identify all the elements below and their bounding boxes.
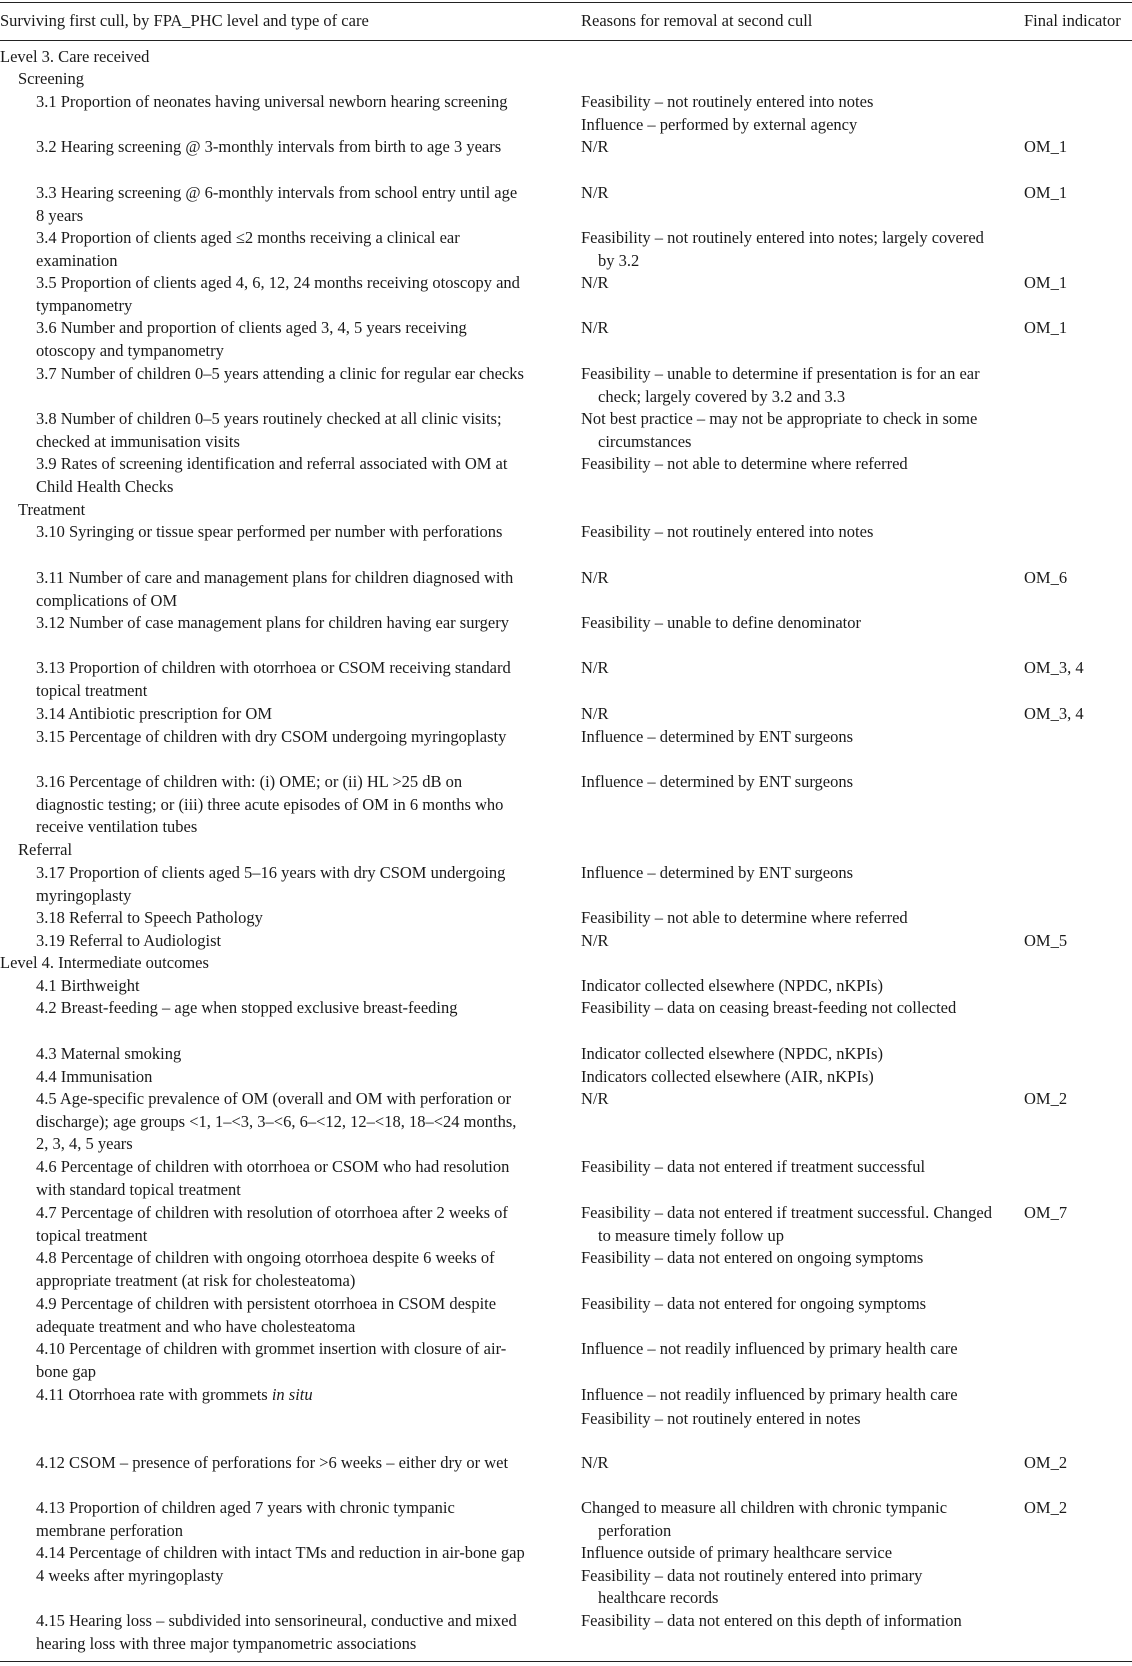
reason-cell: N/R [581, 137, 609, 156]
final-indicator-cell: OM_1 [1024, 183, 1068, 202]
indicator-cell: 3.13 Proportion of children with otorrhoea or CSOM receiving standard topical treatment [36, 658, 511, 700]
reason-cell: Feasibility – data not entered on this depth of information [581, 1611, 962, 1630]
indicator-cell: 3.3 Hearing screening @ 6-monthly intervals from school entry until age 8 years [36, 183, 518, 225]
indicator-cell: 3.14 Antibiotic prescription for OM [36, 704, 273, 723]
header-col3: Final indicator [1024, 11, 1121, 30]
reason-line: Influence – not readily influenced by primary health care [581, 1385, 958, 1404]
final-indicator-cell: OM_6 [1024, 568, 1068, 587]
indicator-cell: 4.4 Immunisation [36, 1067, 153, 1086]
reason-cell: N/R [581, 1453, 609, 1472]
indicator-cell: 4.3 Maternal smoking [36, 1044, 182, 1063]
indicator-cell: 3.11 Number of care and management plans for children diagnosed with complications of OM [36, 568, 514, 610]
final-indicator-cell: OM_2 [1024, 1498, 1068, 1517]
indicator-cell: 3.2 Hearing screening @ 3-monthly intervals from birth to age 3 years [36, 137, 502, 156]
reason-line: Influence outside of primary healthcare service [581, 1543, 893, 1562]
indicator-cell: 4.12 CSOM – presence of perforations for >6 weeks – either dry or wet [36, 1453, 509, 1472]
indicator-cell: 3.12 Number of case management plans for children having ear surgery [36, 613, 509, 632]
reason-line: Feasibility – data not routinely entered into primary healthcare records [581, 1565, 923, 1607]
reason-line: Feasibility – not routinely entered in notes [581, 1408, 861, 1428]
reason-cell: Feasibility – data on ceasing breast-feeding not collected [581, 998, 957, 1017]
indicator-cell: 3.17 Proportion of clients aged 5–16 years with dry CSOM undergoing myringoplasty [36, 863, 506, 905]
indicator-cell: 3.18 Referral to Speech Pathology [36, 908, 263, 927]
final-indicator-cell: OM_3, 4 [1024, 658, 1084, 677]
reason-cell: Indicators collected elsewhere (AIR, nKPIs) [581, 1067, 874, 1086]
reason-cell: N/R [581, 183, 609, 202]
reason-cell [581, 1542, 981, 1610]
top-rule [0, 2, 1132, 3]
reason-cell: Feasibility – data not entered for ongoing symptoms [581, 1294, 927, 1313]
final-indicator-cell: OM_2 [1024, 1089, 1068, 1108]
indicator-cell: 3.5 Proportion of clients aged 4, 6, 12, 24 months receiving otoscopy and tympanometry [36, 273, 520, 315]
indicator-cell: 3.19 Referral to Audiologist [36, 931, 222, 950]
reason-cell: Indicator collected elsewhere (NPDC, nKPIs) [581, 1044, 883, 1063]
reason-cell: Feasibility – unable to define denominator [581, 613, 861, 632]
indicator-cell: 4.2 Breast-feeding – age when stopped exclusive breast-feeding [36, 998, 458, 1017]
reason-cell: N/R [581, 704, 609, 723]
indicator-cell: 4.7 Percentage of children with resolution of otorrhoea after 2 weeks of topical treatment [36, 1203, 508, 1245]
header-col1: Surviving first cull, by FPA_PHC level and type of care [0, 11, 369, 30]
indicator-cell: 4.1 Birthweight [36, 976, 140, 995]
indicator-cell: 4.14 Percentage of children with intact TMs and reduction in air-bone gap 4 weeks after myringoplasty [36, 1543, 525, 1585]
indicator-cell: 3.6 Number and proportion of clients aged 3, 4, 5 years receiving otoscopy and tympanometry [36, 318, 467, 360]
reason-cell: N/R [581, 568, 609, 587]
final-indicator-cell: OM_1 [1024, 318, 1068, 337]
indicator-cell: 3.10 Syringing or tissue spear performed per number with perforations [36, 522, 503, 541]
indicator-cell: 4.9 Percentage of children with persistent otorrhoea in CSOM despite adequate treatment and who have cholesteatoma [36, 1294, 497, 1336]
reason-cell: N/R [581, 931, 609, 950]
final-indicator-cell: OM_7 [1024, 1203, 1068, 1222]
table-page: Surviving first cull, by FPA_PHC level and type of care Reasons for removal at second cull Final indicator Level 3. Care received Screening 3.1 Proportion of neonates having universal newborn hearing screening Feasibility – not routinely entered into notes Influence – performed by external agency 3.2 Hearing screening @ 3-monthly intervals from birth to age 3 years N/R OM_1 3.3 Hearing screening @ 6-monthly intervals from school entry until age 8 years N/R OM_1 3.4 Proportion of clients aged ≤2 months receiving a clinical ear examination Feasibility – not routinely entered into notes; largely covered by 3.2 3.5 Proportion of clients aged 4, 6, 12, 24 months receiving otoscopy and tympanometry N/R OM_1 3.6 Number and proportion of clients aged 3, 4, 5 years receiving otoscopy and tympanometry N/R OM_1 3.7 Number of children 0–5 years attending a clinic for regular ear checks Feasibility – unable to determine if presentation is for an ear check; largely covered by 3.2 and 3.3 3.8 Number of children 0–5 years routinely checked at all clinic visits; checked at immunisation visits Not best practice – may not be appropriate to check in some circumstances 3.9 Rates of screening identification and referral associated with OM at Child Health Checks Feasibility – not able to determine where referred Treatment 3.10 Syringing or tissue spear performed per number with perforations Feasibility – not routinely entered into notes 3.11 Number of care and management plans for children diagnosed with complications of OM N/R OM_6 3.12 Number of case management plans for children having ear surgery Feasibility – unable to define denominator 3.13 Proportion of children with otorrhoea or CSOM receiving standard topical treatment N/R OM_3, 4 3.14 Antibiotic prescription for OM N/R OM_3, 4 3.15 Percentage of children with dry CSOM undergoing myringoplasty Influence – determined by ENT surgeons 3.16 Percentage of children with: (i) OME; or (ii) HL >25 dB on diagnostic testing; or (iii) three acute episodes of OM in 6 months who receive ventilation tubes Influence – determined by ENT surgeons Referral 3.17 Proportion of clients aged 5–16 years with dry CSOM undergoing myringoplasty Influence – determined by ENT surgeons 3.18 Referral to Speech Pathology Feasibility – not able to determine where referred 3.19 Referral to Audiologist N/R OM_5 Level 4. Intermediate outcomes 4.1 Birthweight Indicator collected elsewhere (NPDC, nKPIs) 4.2 Breast-feeding – age when stopped exclusive breast-feeding Feasibility – data on ceasing breast-feeding not collected 4.3 Maternal smoking Indicator collected elsewhere (NPDC, nKPIs) 4.4 Immunisation Indicators collected elsewhere (AIR, nKPIs) 4.5 Age-specific prevalence of OM (overall and OM with perforation or discharge); age groups <1, 1–<3, 3–<6, 6–<12, 12–<18, 18–<24 months, 2, 3, 4, 5 years N/R OM_2 4.6 Percentage of children with otorrhoea or CSOM who had resolution with standard topical treatment Feasibility – data not entered if treatment successful 4.7 Percentage of children with resolution of otorrhoea after 2 weeks of topical treatment Feasibility – data not entered if treatment successful. Changed to measure timely follow up OM_7 4.8 Percentage of children with ongoing otorrhoea despite 6 weeks of appropriate treatment (at risk for cholesteatoma) Feasibility – data not entered on ongoing symptoms 4.9 Percentage of children with persistent otorrhoea in CSOM despite adequate treatment and who have cholesteatoma Feasibility – data not entered for ongoing symptoms 4.10 Percentage of children with grommet insertion with closure of air-bone gap Influence – not readily influenced by primary health care 4.11 Otorrhoea rate with grommets in situ Influence – not readily influenced by primary health care Feasibility – not routinely entered in notes 4.12 CSOM – presence of perforations for >6 weeks – either dry or wet N/R OM_2 4.13 Proportion of children aged 7 years with chronic tympanic membrane perforation Changed to measure all children with chronic tympanic perforation OM_2 4.14 Percentage of children with intact TMs and reduction in air-bone gap 4 weeks after myringoplasty Influence outside of primary healthcare service Feasibility – data not routinely entered into primary healthcare records 4.15 Hearing loss – subdivided into sensorineural, conductive and mixed hearing loss with three major tympanometric associations Feasibility – data not entered on this depth of information [0, 0, 1132, 1666]
reason-cell: Feasibility – not able to determine where referred [581, 908, 908, 927]
reason-cell: Influence – determined by ENT surgeons [581, 772, 854, 791]
reason-cell: Feasibility – not routinely entered into notes [581, 522, 874, 541]
reason-cell: Feasibility – data not entered if treatment successful [581, 1157, 926, 1176]
reason-cell: Feasibility – data not entered if treatment successful. Changed to measure timely follow up [581, 1203, 993, 1245]
indicator-cell: 4.10 Percentage of children with grommet insertion with closure of air-bone gap [36, 1339, 507, 1381]
bottom-rule [0, 1661, 1132, 1662]
reason-cell: Feasibility – not routinely entered into notes; largely covered by 3.2 [581, 228, 984, 270]
header-rule [0, 40, 1132, 41]
final-indicator-cell: OM_2 [1024, 1453, 1068, 1472]
reason-cell: Changed to measure all children with chronic tympanic perforation [581, 1498, 948, 1540]
reason-cell: Feasibility – unable to determine if presentation is for an ear check; largely covered by 3.2 and 3.3 [581, 364, 980, 406]
reason-cell: N/R [581, 273, 609, 292]
header-col2: Reasons for removal at second cull [581, 11, 813, 30]
indicator-cell: 4.11 Otorrhoea rate with grommets in situ [36, 1385, 313, 1404]
indicator-cell: 4.15 Hearing loss – subdivided into sensorineural, conductive and mixed hearing loss with three major tympanometric associations [36, 1611, 517, 1653]
reason-cell: Influence – not readily influenced by primary health care [581, 1339, 958, 1358]
reason-cell [581, 1384, 981, 1430]
reason-cell: Influence – determined by ENT surgeons [581, 863, 854, 882]
reason-cell: Feasibility – not routinely entered into notes Influence – performed by external agency [581, 92, 874, 134]
reason-cell: Feasibility – not able to determine where referred [581, 454, 908, 473]
indicator-cell: 3.8 Number of children 0–5 years routinely checked at all clinic visits; checked at immunisation visits [36, 409, 502, 451]
reason-cell: N/R [581, 1089, 609, 1108]
indicator-cell: 3.4 Proportion of clients aged ≤2 months receiving a clinical ear examination [36, 228, 460, 270]
indicator-cell: 3.15 Percentage of children with dry CSOM undergoing myringoplasty [36, 727, 507, 746]
indicator-cell: 4.13 Proportion of children aged 7 years with chronic tympanic membrane perforation [36, 1498, 455, 1540]
reason-cell: Influence – determined by ENT surgeons [581, 727, 854, 746]
indicator-cell: 3.9 Rates of screening identification and referral associated with OM at Child Health Checks [36, 454, 508, 496]
indicator-cell: 4.6 Percentage of children with otorrhoea or CSOM who had resolution with standard topical treatment [36, 1157, 510, 1199]
reason-cell: Feasibility – data not entered on ongoing symptoms [581, 1248, 924, 1267]
indicator-cell: 3.1 Proportion of neonates having universal newborn hearing screening [36, 92, 508, 111]
final-indicator-cell: OM_1 [1024, 273, 1068, 292]
indicator-cell: 4.8 Percentage of children with ongoing otorrhoea despite 6 weeks of appropriate treatment (at risk for cholesteatoma) [36, 1248, 495, 1290]
final-indicator-cell: OM_5 [1024, 931, 1068, 950]
reason-cell: Indicator collected elsewhere (NPDC, nKPIs) [581, 976, 883, 995]
reason-cell: Not best practice – may not be appropriate to check in some circumstances [581, 409, 978, 451]
reason-cell: N/R [581, 318, 609, 337]
reason-cell: N/R [581, 658, 609, 677]
final-indicator-cell: OM_1 [1024, 137, 1068, 156]
indicator-cell: 3.16 Percentage of children with: (i) OME; or (ii) HL >25 dB on diagnostic testing; or (iii) three acute episodes of OM in 6 months who receive ventilation tubes [36, 772, 504, 836]
final-indicator-cell: OM_3, 4 [1024, 704, 1084, 723]
indicator-cell: 4.5 Age-specific prevalence of OM (overall and OM with perforation or discharge); age groups <1, 1–<3, 3–<6, 6–<12, 12–<18, 18–<24 months, 2, 3, 4, 5 years [36, 1089, 517, 1153]
indicator-cell: 3.7 Number of children 0–5 years attending a clinic for regular ear checks [36, 364, 524, 383]
